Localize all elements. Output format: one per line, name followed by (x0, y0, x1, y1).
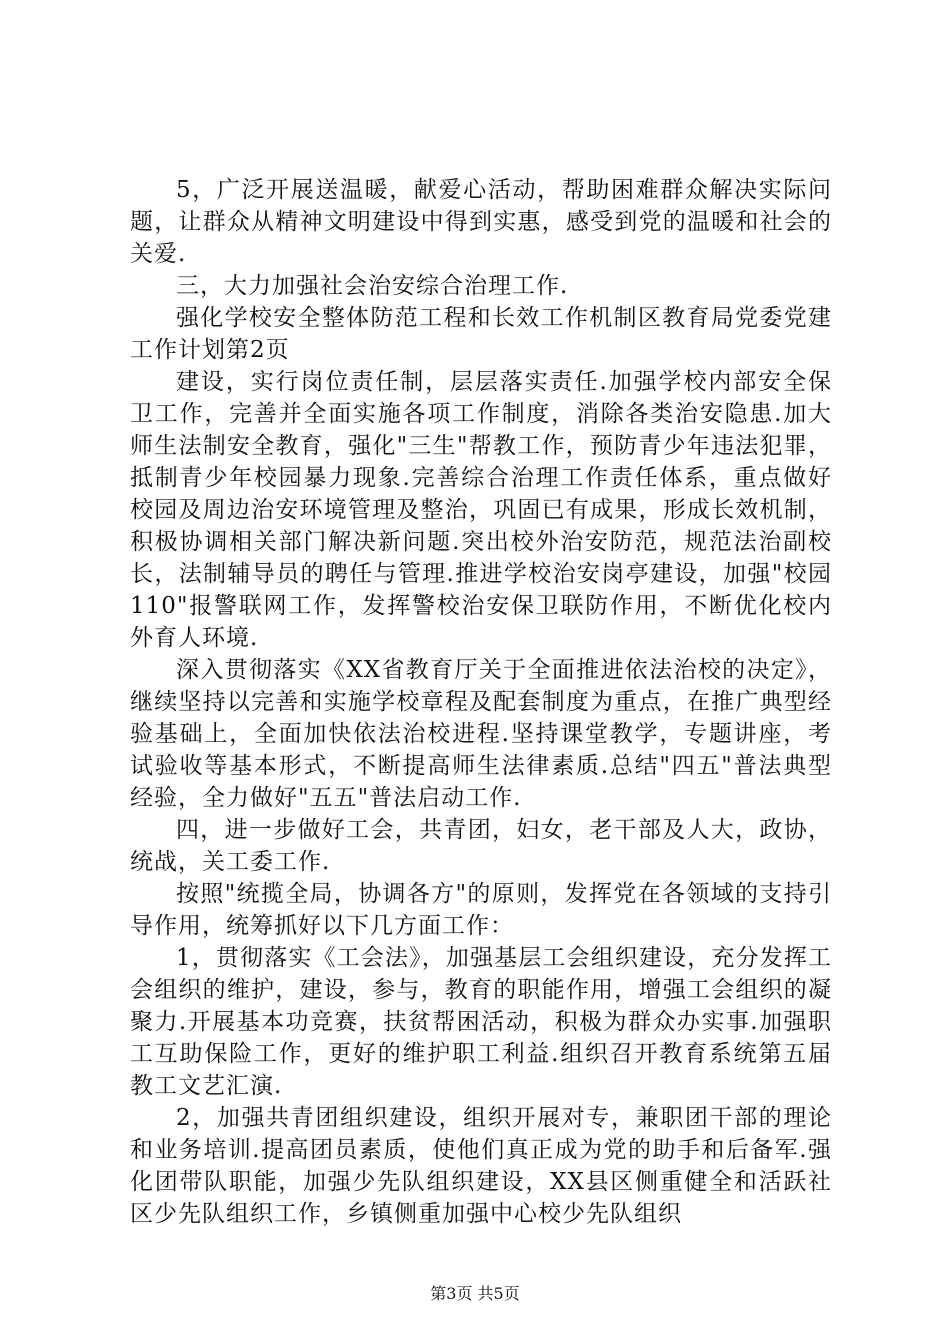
paragraph-item-2-youth-league: 2，加强共青团组织建设，组织开展对专，兼职团干部的理论和业务培训.提高团员素质，使他们真正成为党的助手和后备军.强化团带队职能，加强少先队组织建设，XX县区侧重健全和活跃社区少先队组织工作，乡镇侧重加强中心校少先队组织 (130, 1105, 832, 1227)
paragraph-item-1-union-law: 1，贯彻落实《工会法》，加强基层工会组织建设，充分发挥工会组织的维护，建设，参与，教育的职能作用，增强工会组织的凝聚力.开展基本功竞赛，扶贫帮困活动，积极为群众办实事.加强职工互助保险工作，更好的维护职工利益.组织召开教育系统第五届教工文艺汇演. (130, 945, 832, 1099)
section-heading-public-security: 三，大力加强社会治安综合治理工作. (176, 273, 569, 299)
page-footer: 第3页 共5页 (430, 1284, 520, 1303)
section-heading-unions: 四，进一步做好工会，共青团，妇女，老干部及人大，政协，统战，关工委工作. (130, 817, 832, 875)
paragraph-item-5-warmth: 5，广泛开展送温暖，献爱心活动，帮助困难群众解决实际问题，让群众从精神文明建设中得到实惠，感受到党的温暖和社会的关爱. (130, 177, 832, 267)
paragraph-principle: 按照"统揽全局，协调各方"的原则，发挥党在各领域的支持引导作用，统筹抓好以下几方面工作： (130, 881, 832, 939)
paragraph-school-safety: 强化学校安全整体防范工程和长效工作机制区教育局党委党建工作计划第2页 (130, 305, 832, 363)
document-body (130, 174, 832, 1230)
paragraph-responsibility-system: 建设，实行岗位责任制，层层落实责任.加强学校内部安全保卫工作，完善并全面实施各项工作制度，消除各类治安隐患.加大师生法制安全教育，强化"三生"帮教工作，预防青少年违法犯罪，抵制青少年校园暴力现象.完善综合治理工作责任体系，重点做好校园及周边治安环境管理及整治，巩固已有成果，形成长效机制，积极协调相关部门解决新问题.突出校外治安防范，规范法治副校长，法制辅导员的聘任与管理.推进学校治安岗亭建设，加强"校园110"报警联网工作，发挥警校治安保卫联防作用，不断优化校内外育人环境. (130, 369, 832, 651)
paragraph-rule-of-law: 深入贯彻落实《XX省教育厅关于全面推进依法治校的决定》，继续坚持以完善和实施学校章程及配套制度为重点，在推广典型经验基础上，全面加快依法治校进程.坚持课堂教学，专题讲座，考试验收等基本形式，不断提高师生法律素质.总结"四五"普法典型经验，全力做好"五五"普法启动工作. (130, 657, 832, 811)
